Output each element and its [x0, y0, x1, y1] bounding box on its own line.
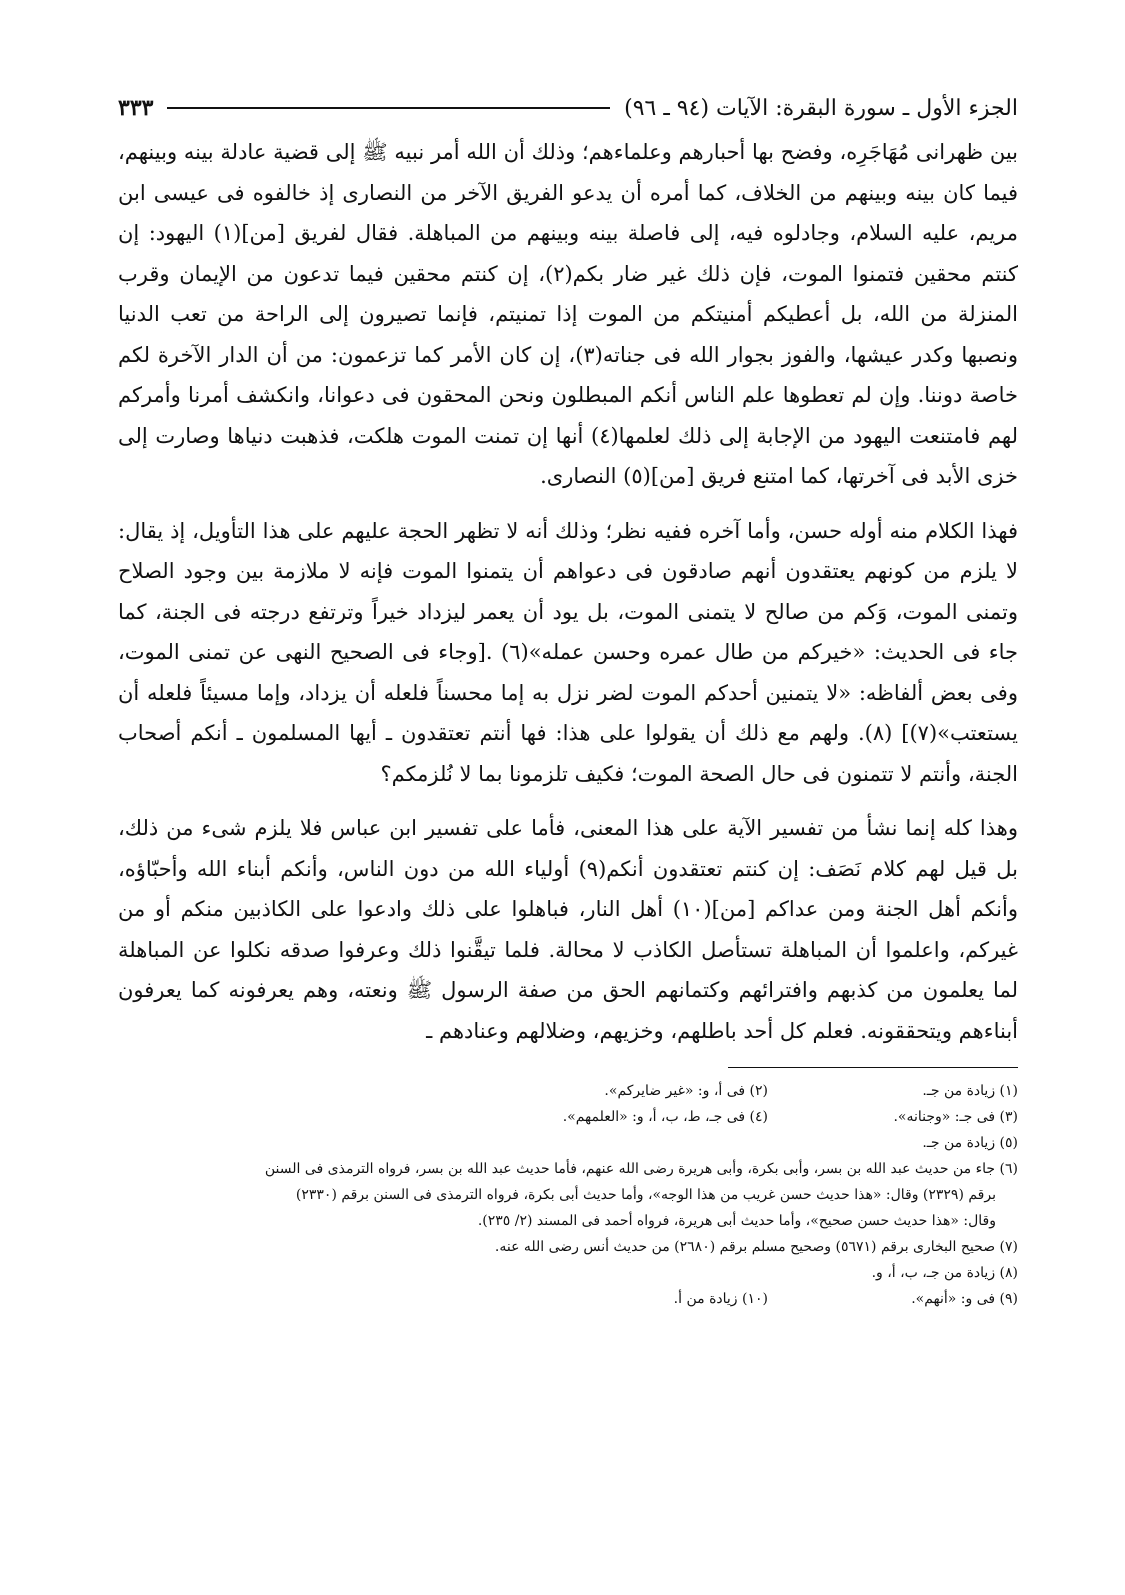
footnote-9: (٩) فى و: «أنهم».: [911, 1291, 1018, 1307]
page-number: ٣٣٣: [118, 95, 154, 121]
footnote-6-line-2: برقم (٢٣٢٩) وقال: «هذا حديث حسن غريب من هذا الوجه»، وأما حديث أبى بكرة، فرواه الترمذى فى السنن برقم (٢٣٣٠): [295, 1187, 996, 1203]
footnote-3: (٣) فى جـ: «وجنانه».: [893, 1109, 1018, 1125]
header-rule: [167, 107, 610, 109]
footnote-8: (٨) زيادة من جـ، ب، أ، و.: [871, 1265, 1018, 1281]
footnotes: [118, 1078, 1018, 1312]
footnote-10: (١٠) زيادة من أ.: [673, 1291, 768, 1307]
footnote-7: (٧) صحيح البخارى برقم (٥٦٧١) وصحيح مسلم برقم (٢٦٨٠) من حديث أنس رضى الله عنه.: [494, 1239, 1018, 1255]
footnote-row: [118, 1286, 1018, 1312]
footnote-1: (١) زيادة من جـ.: [922, 1083, 1018, 1099]
main-text: [118, 132, 1018, 1051]
paragraph-2: فهذا الكلام منه أوله حسن، وأما آخره ففيه نظر؛ وذلك أنه لا تظهر الحجة عليهم على هذا التأويل، إذ يقال: لا يلزم من كونهم يعتقدون أنهم صادقون فى دعواهم أن يتمنوا الموت فإنه لا ملازمة بين وجود الصلاح وتمنى الموت، وَكم من صالح لا يتمنى الموت، بل يود أن يعمر ليزداد خيراً وترتفع درجته فى الجنة، كما جاء فى الحديث: «خيركم من طال عمره وحسن عمله»(٦) .[وجاء فى الصحيح النهى عن تمنى الموت، وفى بعض ألفاظه: «لا يتمنين أحدكم الموت لضر نزل به إما محسناً فلعله أن يزداد، وإما مسيئاً فلعله أن يستعتب»(٧)] (٨). ولهم مع ذلك أن يقولوا على هذا: فها أنتم تعتقدون ـ أيها المسلمون ـ أنكم أصحاب الجنة، وأنتم لا تتمنون فى حال الصحة الموت؛ فكيف تلزمونا بما لا نُلزمكم؟: [118, 518, 1018, 786]
book-page: [118, 88, 1018, 1312]
footnote-6-line-3: وقال: «هذا حديث حسن صحيح»، وأما حديث أبى هريرة، فرواه أحمد فى المسند (٢/ ٢٣٥).: [477, 1213, 996, 1229]
footnote-5: (٥) زيادة من جـ.: [922, 1135, 1018, 1151]
running-title: الجزء الأول ـ سورة البقرة: الآيات (٩٤ ـ ٩٦): [624, 95, 1018, 121]
footnote-6-line-1: (٦) جاء من حديث عبد الله بن بسر، وأبى بكرة، وأبى هريرة رضى الله عنهم، فأما حديث عبد الله بن بسر، فرواه الترمذى فى السنن: [264, 1161, 1018, 1177]
footnote-2: (٢) فى أ، و: «غير ضايركم».: [604, 1083, 768, 1099]
footnote-4: (٤) فى جـ، ط، ب، أ، و: «العلمهم».: [562, 1109, 768, 1125]
footnote-row: [118, 1104, 1018, 1130]
footnote-row: [118, 1130, 1018, 1156]
paragraph-3: وهذا كله إنما نشأ من تفسير الآية على هذا المعنى، فأما على تفسير ابن عباس فلا يلزم شىء من ذلك، بل قيل لهم كلام نَصَف: إن كنتم تعتقدون أنكم(٩) أولياء الله من دون الناس، وأنكم أبناء الله وأحبّاؤه، وأنكم أهل الجنة ومن عداكم [من](١٠) أهل النار، فباهلوا على ذلك وادعوا على الكاذبين منكم أو من غيركم، واعلموا أن المباهلة تستأصل الكاذب لا محالة. فلما تيقَّنوا ذلك وعرفوا صدقه نكلوا عن المباهلة لما يعلمون من كذبهم وافترائهم وكتمانهم الحق من صفة الرسول ﷺ ونعته، وهم يعرفونه كما يعرفون أبناءهم ويتحققونه. فعلم كل أحد باطلهم، وخزيهم، وضلالهم وعنادهم ـ: [118, 816, 1019, 1043]
footnote-row: [118, 1078, 1018, 1104]
footnote-separator: [728, 1067, 1018, 1068]
page-header: [118, 88, 1018, 128]
paragraph-1: بين ظهرانى مُهَاجَرِه، وفضح بها أحبارهم وعلماءهم؛ وذلك أن الله أمر نبيه ﷺ إلى قضية عادلة بينه وبينهم، فيما كان بينه وبينهم من الخلاف، كما أمره أن يدعو الفريق الآخر من النصارى إذ خالفوه فى عيسى ابن مريم، عليه السلام، وجادلوه فيه، إلى فاصلة بينه وبينهم من المباهلة. فقال لفريق [من](١) اليهود: إن كنتم محقين فتمنوا الموت، فإن ذلك غير ضار بكم(٢)، إن كنتم محقين فيما تدعون من الإيمان وقرب المنزلة من الله، بل أعطيكم أمنيتكم من الموت إذا تمنيتم، فإنما تصيرون إلى الراحة من تعب الدنيا ونصبها وكدر عيشها، والفوز بجوار الله فى جناته(٣)، إن كان الأمر كما تزعمون: من أن الدار الآخرة لكم خاصة دوننا. وإن لم تعطوها علم الناس أنكم المبطلون ونحن المحقون فى دعوانا، وانكشف أمرنا وأمركم لهم فامتنعت اليهود من الإجابة إلى ذلك لعلمها(٤) أنها إن تمنت الموت هلكت، فذهبت دنياها وصارت إلى خزى الأبد فى آخرتها، كما امتنع فريق [من](٥) النصارى.: [118, 140, 1019, 488]
